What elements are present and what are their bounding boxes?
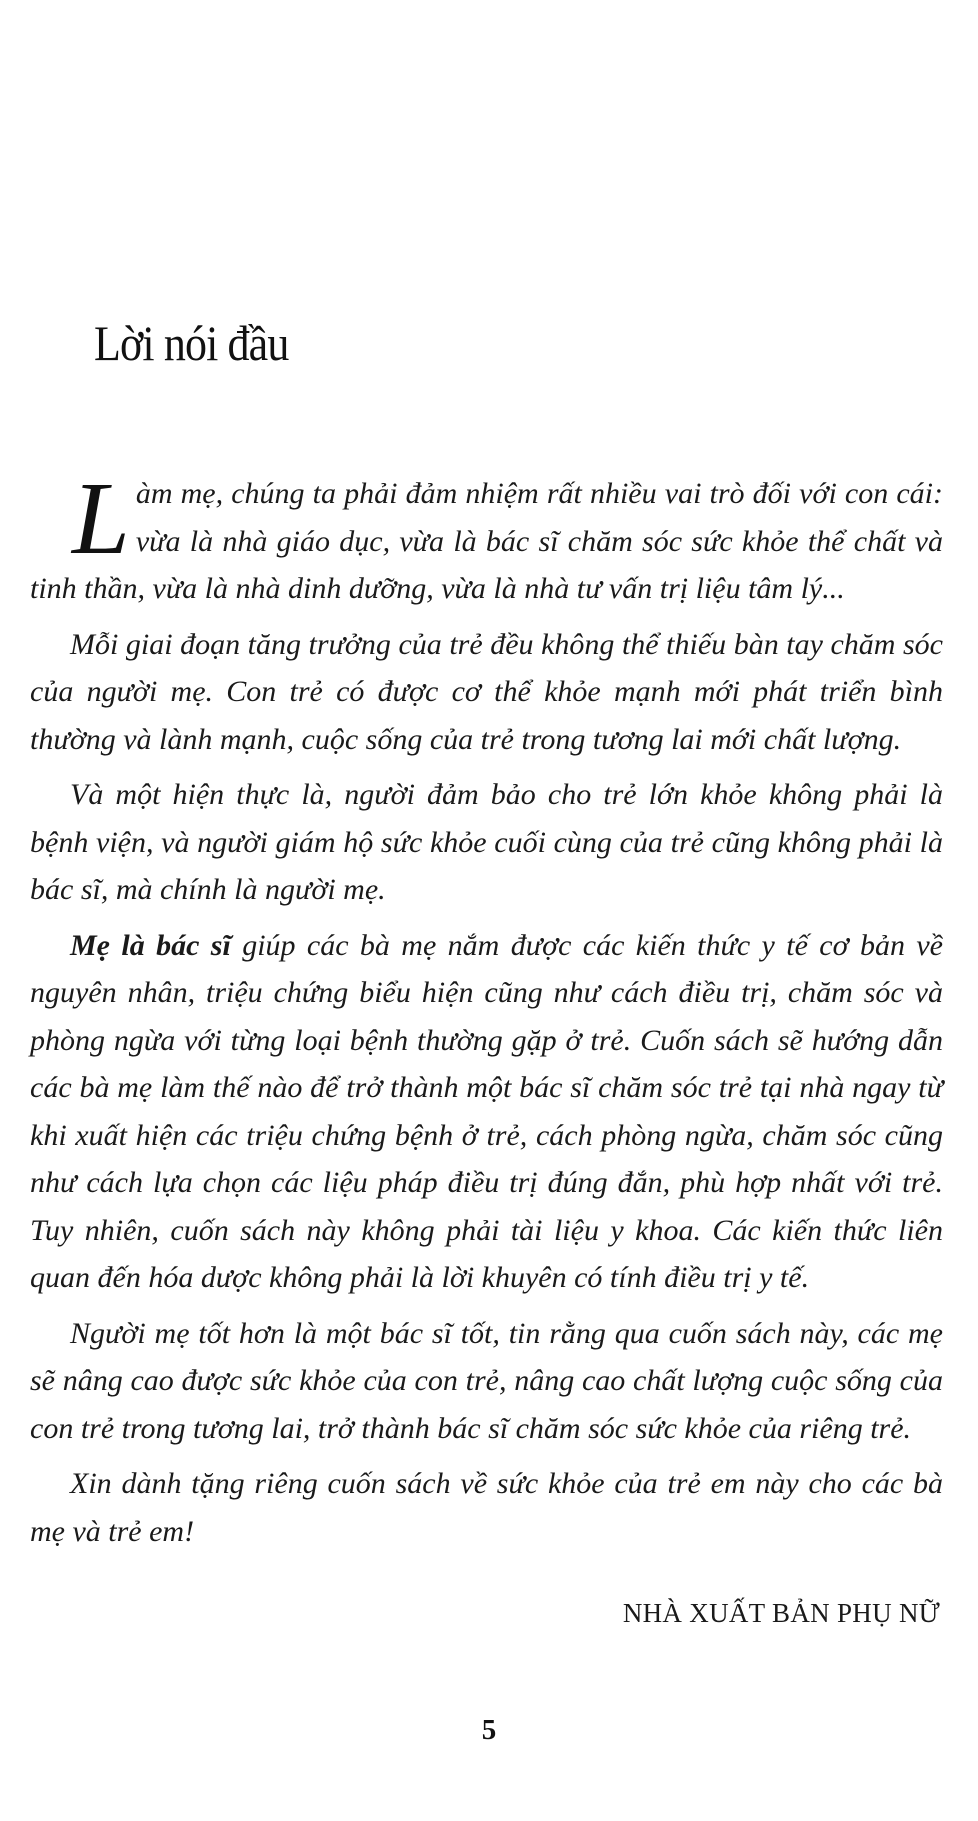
preface-body: [30, 461, 943, 1563]
book-title: Mẹ là bác sĩ: [70, 928, 231, 962]
publisher-signature: NHÀ XUẤT BẢN PHỤ NỮ: [622, 1598, 940, 1628]
paragraph-1-text: àm mẹ, chúng ta phải đảm nhiệm rất nhiều vai trò đối với con cái: vừa là nhà giáo dục, vừa là bác sĩ chăm sóc sức khỏe thể chất và tinh thần, vừa là nhà dinh dưỡng, vừa là nhà tư vấn trị liệu tâm lý...: [30, 477, 943, 605]
drop-cap: L: [72, 461, 130, 576]
paragraph-6: Xin dành tặng riêng cuốn sách về sức khỏe của trẻ em này cho các bà mẹ và trẻ em!: [30, 1467, 943, 1548]
paragraph-5: Người mẹ tốt hơn là một bác sĩ tốt, tin rằng qua cuốn sách này, các mẹ sẽ nâng cao được sức khỏe của con trẻ, nâng cao chất lượng cuộc sống của con trẻ trong tương lai, trở thành bác sĩ chăm sóc sức khỏe của riêng trẻ.: [30, 1316, 943, 1445]
paragraph-4-text: giúp các bà mẹ nắm được các kiến thức y tế cơ bản về nguyên nhân, triệu chứng biểu hiện cũng như cách điều trị, chăm sóc và phòng ngừa với từng loại bệnh thường gặp ở trẻ. Cuốn sách sẽ hướng dẫn các bà mẹ làm thế nào để trở thành một bác sĩ chăm sóc trẻ tại nhà ngay từ khi xuất hiện các triệu chứng bệnh ở trẻ, cách phòng ngừa, chăm sóc cũng như cách lựa chọn các liệu pháp điều trị đúng đắn, phù hợp nhất với trẻ. Tuy nhiên, cuốn sách này không phải tài liệu y khoa. Các kiến thức liên quan đến hóa dược không phải là lời khuyên có tính điều trị y tế.: [30, 928, 943, 1294]
paragraph-4: [30, 922, 943, 1302]
page-number: 5: [481, 1714, 497, 1746]
paragraph-3: Và một hiện thực là, người đảm bảo cho trẻ lớn khỏe không phải là bệnh viện, và người giám hộ sức khỏe cuối cùng của trẻ cũng không phải là bác sĩ, mà chính là người mẹ.: [30, 778, 943, 906]
paragraph-2: Mỗi giai đoạn tăng trưởng của trẻ đều không thể thiếu bàn tay chăm sóc của người mẹ. Con trẻ có được cơ thể khỏe mạnh mới phát triển bình thường và lành mạnh, cuộc sống của trẻ trong tương lai mới chất lượng.: [30, 627, 943, 756]
paragraph-1: [30, 461, 943, 613]
page-title: Lời nói đầu: [94, 315, 289, 371]
